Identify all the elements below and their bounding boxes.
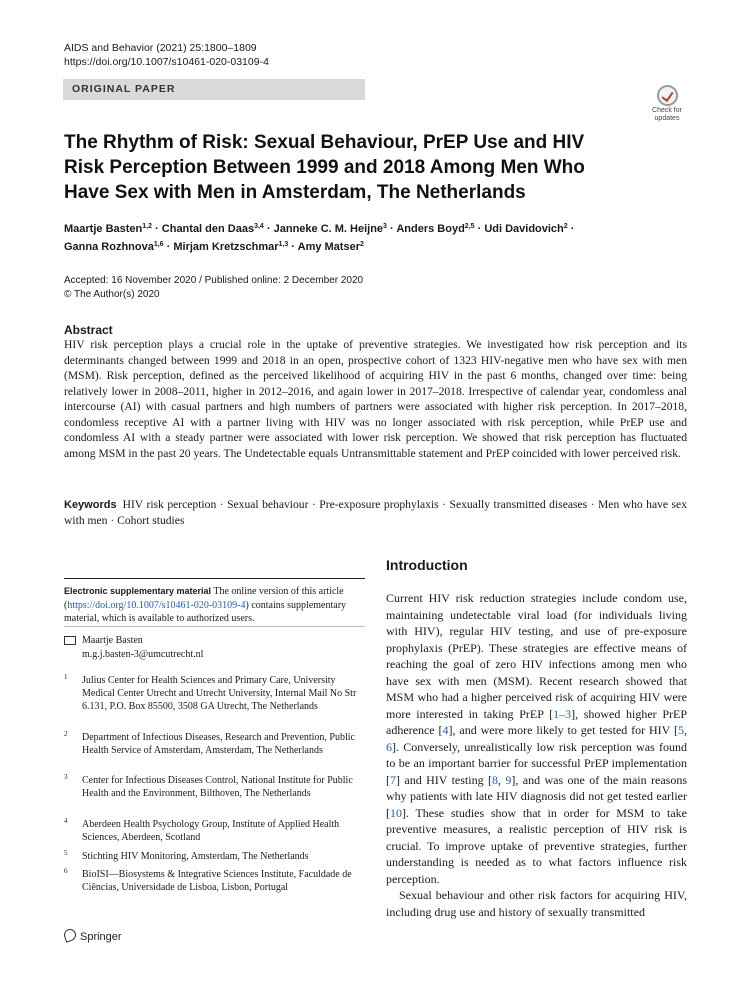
affiliation-5 [64, 850, 365, 863]
affiliation-2 [64, 731, 365, 757]
journal-header [64, 41, 269, 69]
author-affil: 1,6 [153, 241, 164, 248]
citation-link[interactable]: 8 [491, 772, 498, 787]
introduction-body [386, 590, 687, 920]
text-run: , [684, 723, 687, 737]
abstract-heading: Abstract [64, 323, 113, 337]
affiliation-text: Center for Infectious Diseases Control, National Institute for Public Health and the Environment, Bilthoven, The Netherlands [82, 775, 353, 799]
affiliation-1 [64, 674, 365, 713]
supplementary-note [64, 585, 365, 626]
introduction-paragraph-1 [386, 590, 687, 887]
author-name[interactable]: Udi Davidovich [484, 223, 564, 235]
keywords-label: Keywords [64, 499, 117, 511]
envelope-icon [64, 636, 76, 645]
citation-link[interactable]: 7 [390, 772, 396, 787]
keywords [64, 497, 687, 529]
footnote-divider [64, 578, 365, 579]
introduction-heading: Introduction [386, 557, 468, 573]
springer-horse-icon [62, 927, 77, 942]
affiliation-text: Stichting HIV Monitoring, Amsterdam, The Netherlands [82, 851, 309, 862]
citation-link[interactable]: 5 [678, 723, 684, 737]
keywords-text: HIV risk perception · Sexual behaviour · Pre-exposure prophylaxis · Sexually transmitted diseases · Men who have sex with men · Cohort studies [64, 498, 687, 527]
text-run: ], and was one of the main reasons why patients with late HIV diagnosis did not get tested earlier [ [386, 772, 687, 820]
affiliation-text: Aberdeen Health Psychology Group, Institute of Applied Health Sciences, Aberdeen, Scotland [82, 819, 340, 843]
author-name[interactable]: Amy Matser [297, 241, 360, 253]
text-run: Current HIV risk reduction strategies include condom use, maintaining undetectable viral load (for individuals living with HIV), regular HIV testing, and use of pre-exposure prophylaxis (PrEP). These strategies are effective means of reaching the goal of zero HIV infections among men who have sex with men (MSM). Recent research showed that MSM who had a higher perceived risk of acquiring HIV were more interested in taking PrEP [ [386, 591, 687, 721]
author-name[interactable]: Anders Boyd [396, 223, 465, 235]
citation-link[interactable]: 6 [386, 739, 392, 754]
author-list: Maartje Basten$^{1,2}$ · Chantal den Daas$^{3,4}$ · Janneke C. M. Heijne$^3$ · Anders Boyd$^{2,5}$ · Udi Davidovich$^2$ · Ganna Rozhnova$^{1,6}$ · Mirjam Kretzschmar$^{1,3}$ · Amy Matser$^2$ [64, 223, 575, 253]
author-affil: 2 [563, 223, 568, 230]
affiliation-number: 2 [64, 730, 68, 738]
citation-link[interactable]: 4 [442, 723, 449, 737]
text-run: , [497, 772, 506, 787]
check-for-updates-badge[interactable] [648, 85, 686, 121]
text-run: ]. These studies show that in order for MSM to take preventive measures, a realistic perception of HIV risk is crucial. To improve uptake of preventive strategies, further understanding is needed as to what factors influence risk perception. [386, 805, 687, 886]
publisher-name: Springer [80, 931, 122, 943]
affiliation-4 [64, 818, 365, 844]
affiliation-3 [64, 774, 365, 800]
citation-link[interactable]: 1–3 [553, 706, 572, 721]
affiliation-text: Department of Infectious Diseases, Research and Prevention, Public Health Service of Amsterdam, Amsterdam, The Netherlands [82, 732, 355, 756]
author-affil: 1,2 [142, 223, 152, 230]
affiliation-number: 3 [64, 773, 68, 781]
text-run: ], showed higher PrEP adherence [ [386, 706, 687, 737]
affiliation-text: Julius Center for Health Sciences and Primary Care, University Medical Center Utrecht and Utrecht University, Internal Mail No Str 6.131, P.O. Box 85500, 3508 GA Utrecht, The Netherlands [82, 675, 357, 712]
introduction-paragraph-2: Sexual behaviour and other risk factors for acquiring HIV, including drug use and history of sexually transmitted [386, 888, 687, 919]
affiliation-6 [64, 868, 365, 894]
esm-text-1: The online version of this article ( [64, 586, 344, 611]
publication-dates [64, 274, 363, 302]
footnote-divider-2 [64, 626, 365, 627]
esm-text-2: ) contains supplementary material, which is available to authorized users. [64, 599, 347, 624]
badge-line-1: Check for [652, 107, 682, 114]
publisher-footer [64, 929, 122, 944]
esm-link[interactable]: https://doi.org/10.1007/s10461-020-03109-4 [67, 599, 246, 611]
author-name[interactable]: Chantal den Daas [161, 223, 255, 235]
text-run: ], and were more likely to get tested for HIV [ [448, 723, 678, 737]
copyright-notice: © The Author(s) 2020 [64, 289, 160, 300]
check-updates-icon [657, 85, 678, 106]
corresponding-author: Maartje Basten [82, 635, 143, 646]
author-name[interactable]: Ganna Rozhnova [64, 241, 154, 253]
affiliation-number: 4 [64, 817, 68, 825]
accepted-published-dates: Accepted: 16 November 2020 / Published online: 2 December 2020 [64, 275, 364, 286]
author-name[interactable]: Maartje Basten [64, 223, 143, 235]
author-name[interactable]: Mirjam Kretzschmar [173, 241, 279, 253]
correspondence [64, 634, 365, 661]
author-affil: 3,4 [254, 223, 264, 230]
author-name[interactable]: Janneke C. M. Heijne [273, 223, 384, 235]
affiliation-text: BioISI—Biosystems & Integrative Sciences Institute, Faculdade de Ciências, Universidade de Lisboa, Lisbon, Portugal [82, 869, 352, 893]
author-affil: 2,5 [464, 223, 475, 230]
article-title: The Rhythm of Risk: Sexual Behaviour, PrEP Use and HIV Risk Perception Between 1999 and 2018 Among Men Who Have Sex with Men in Amsterdam, The Netherlands [64, 132, 585, 203]
affiliation-number: 5 [64, 849, 68, 857]
esm-label: Electronic supplementary material [64, 586, 212, 596]
badge-line-2: updates [654, 114, 680, 122]
author-affil: 3 [383, 223, 387, 230]
journal-citation: AIDS and Behavior (2021) 25:1800–1809 [64, 42, 257, 54]
corresponding-email[interactable]: m.g.j.basten-3@umcutrecht.nl [82, 648, 204, 660]
article-type-banner: ORIGINAL PAPER [63, 79, 365, 100]
citation-link[interactable]: 9 [505, 772, 512, 787]
abstract-text: HIV risk perception plays a crucial role in the uptake of preventive strategies. We investigated how risk perception and its determinants changed between 1999 and 2018 in an open, prospective cohort of 1323 HIV-negative men who have sex with men (MSM). Risk perception, defined as the perceived likelihood of acquiring HIV in the past 6 months, changed over time: being relatively lower in 2008–2011, higher in 2012–2016, and again lower in 2017–2018. Irrespective of calendar year, condomless anal intercourse (AI) with casual partners and high numbers of partners were associated with higher risk perception. In 2017–2018, condomless receptive AI with a partner living with HIV was no longer associated with risk perception, while PrEP use and condomless AI with a steady partner were associated with lower risk perception. We showed that risk perception has fluctuated among MSM in the past 20 years. The Undetectable equals Untransmittable statement and PrEP coincided with lower perceived risk. [64, 338, 687, 460]
author-affil: 2 [359, 241, 364, 248]
citation-link[interactable]: 10 [390, 805, 402, 820]
affiliation-number: 6 [64, 867, 68, 875]
text-run: ]. Conversely, unrealistically low risk perception was found to be an important barrier for successful PrEP implementation [ [386, 739, 687, 787]
author-affil: 1,3 [278, 241, 289, 248]
doi-link[interactable]: https://doi.org/10.1007/s10461-020-03109-4 [64, 56, 269, 68]
affiliation-number: 1 [64, 673, 68, 681]
text-run: ] and HIV testing [ [396, 772, 492, 787]
